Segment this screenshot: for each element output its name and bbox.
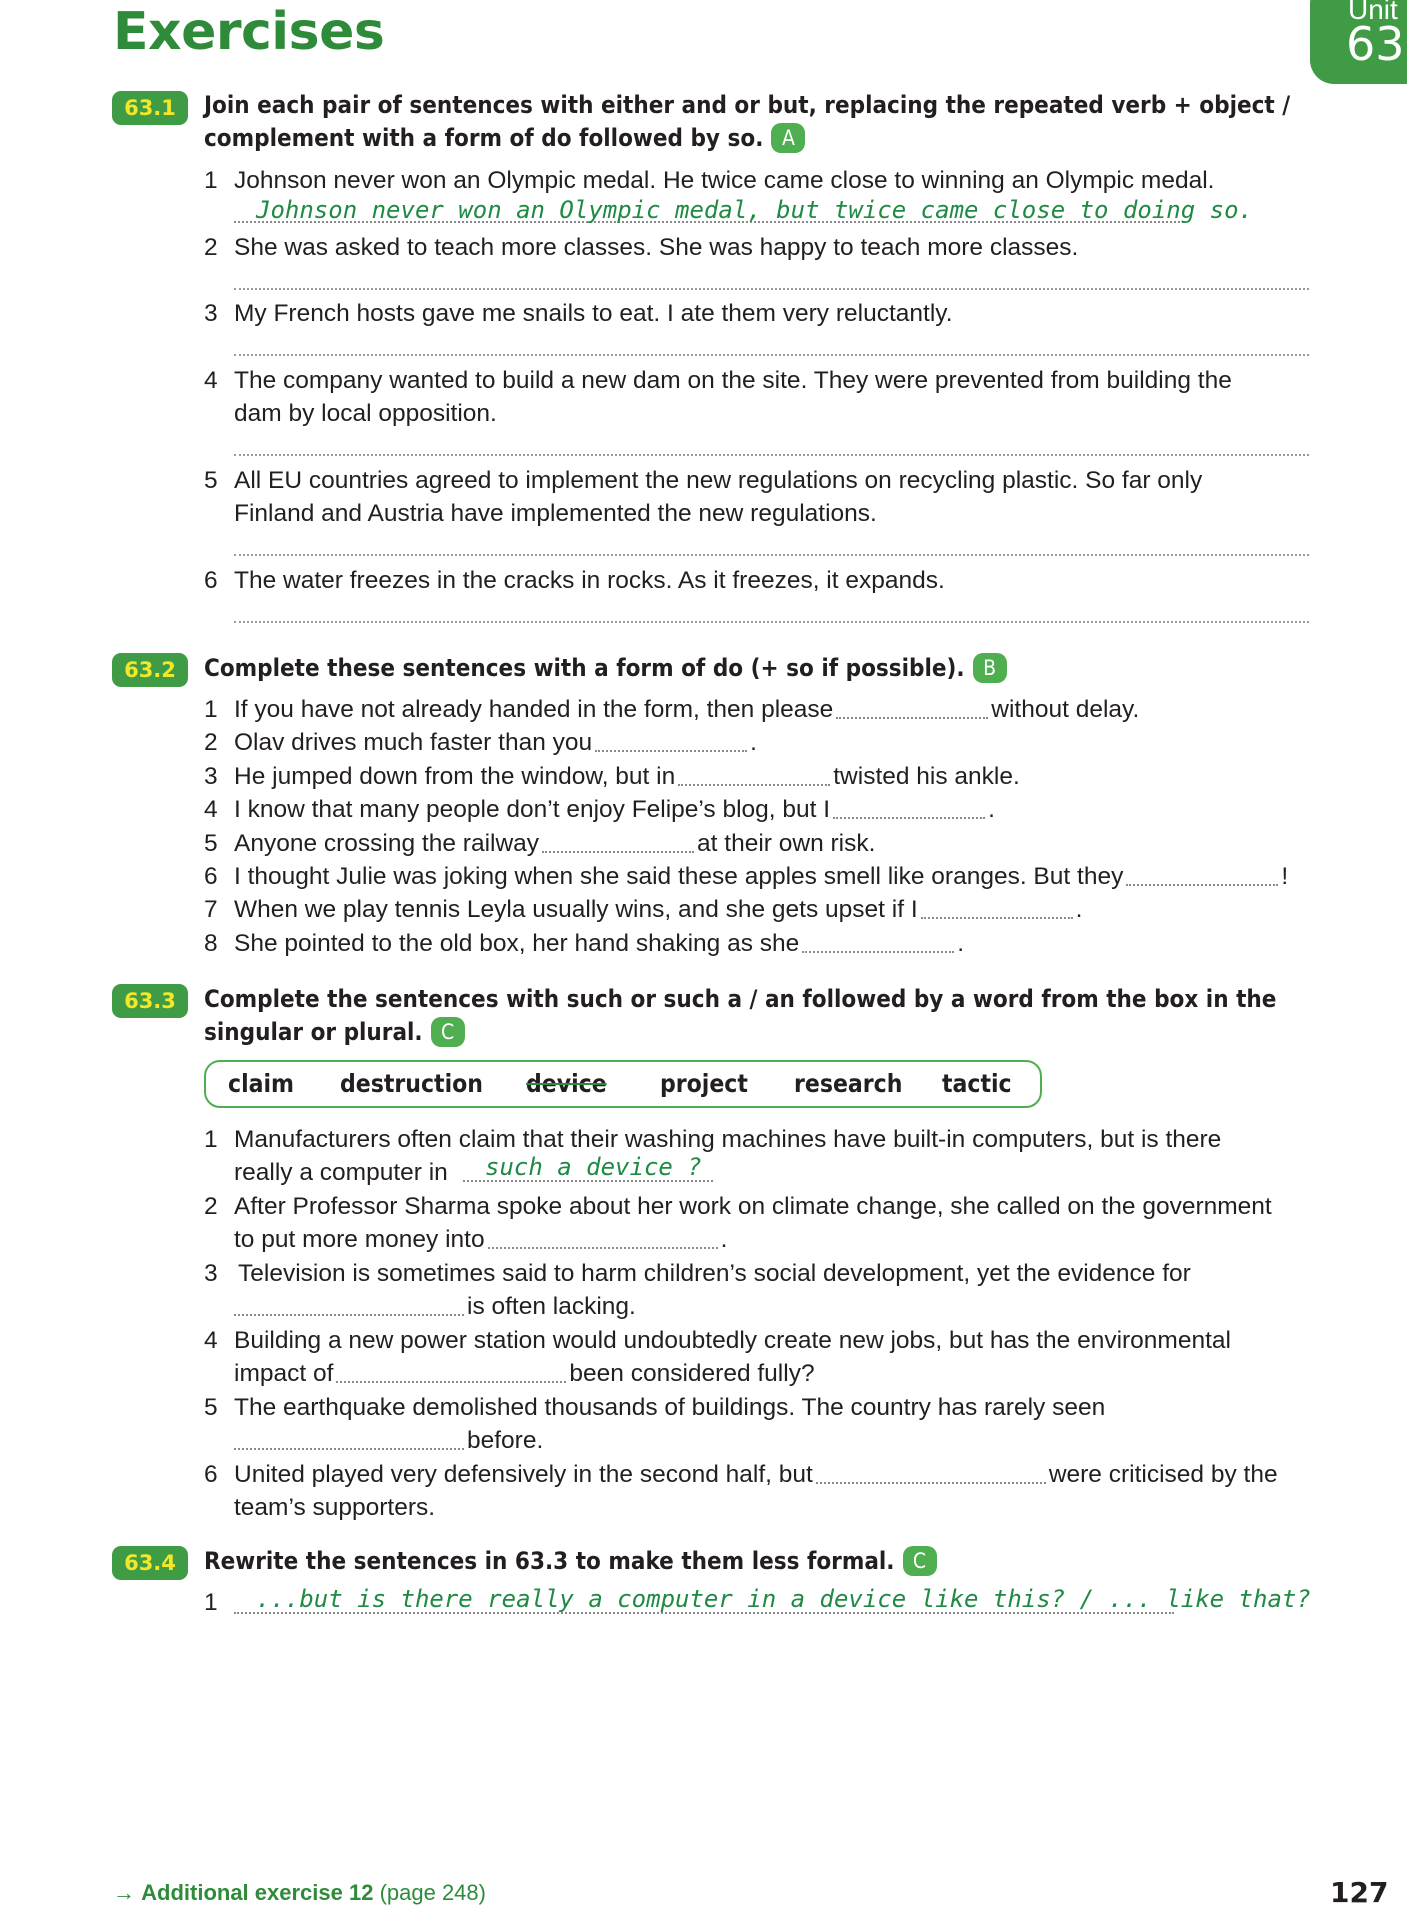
sentence-end: twisted his ankle. xyxy=(833,763,1020,790)
sentence-end: without delay. xyxy=(991,696,1140,723)
instruction-text: singular or plural. xyxy=(204,1018,423,1046)
blank[interactable] xyxy=(542,833,694,853)
item-number: 1 xyxy=(204,1126,218,1153)
page-number: 127 xyxy=(1330,1876,1389,1909)
handwritten-answer: Johnson never won an Olympic medal, but twice came close to doing so. xyxy=(256,196,1253,224)
blank[interactable] xyxy=(833,799,985,819)
blank[interactable] xyxy=(816,1464,1046,1484)
exercise-instruction-63-2 xyxy=(204,652,1304,685)
blank[interactable] xyxy=(1126,866,1278,886)
instruction-text: Rewrite the sentences in 63.3 to make them less formal. xyxy=(204,1547,895,1575)
blank[interactable] xyxy=(234,1296,464,1316)
sentence-start: He jumped down from the window, but in xyxy=(234,763,676,790)
answer-line[interactable] xyxy=(234,554,1309,556)
additional-exercise-title: Additional exercise 12 xyxy=(141,1880,374,1905)
sentence-end: is often lacking. xyxy=(467,1293,636,1320)
item-number: 6 xyxy=(204,1461,218,1488)
sentence-end: . xyxy=(720,1226,728,1253)
answer-line[interactable] xyxy=(234,621,1309,623)
sentence-start: She pointed to the old box, her hand shaking as she xyxy=(234,930,800,957)
exercise-sentence xyxy=(234,1459,1278,1491)
blank[interactable] xyxy=(234,1430,464,1450)
exercise-sentence-continued: dam by local opposition. xyxy=(234,400,497,427)
instruction-keyword: such xyxy=(566,985,624,1013)
instruction-text: . xyxy=(755,124,764,152)
instruction-keyword: and xyxy=(681,91,727,119)
unit-label: Unit xyxy=(1348,0,1398,25)
exercise-sentence: Building a new power station would undoubtedly create new jobs, but has the environmental xyxy=(234,1327,1231,1354)
item-number: 2 xyxy=(204,234,218,261)
item-number: 3 xyxy=(204,1260,218,1287)
instruction-keyword: do xyxy=(712,654,744,682)
item-number: 3 xyxy=(204,300,218,327)
exercise-sentence xyxy=(234,928,964,960)
answer-line[interactable] xyxy=(234,288,1309,290)
exercise-sentence xyxy=(234,861,1288,893)
word-box xyxy=(204,1060,1042,1108)
word-box-item: claim xyxy=(228,1069,294,1098)
sentence-start: United played very defensively in the second half, but xyxy=(234,1461,813,1488)
exercise-sentence-continued xyxy=(234,1224,727,1256)
word-box-item: research xyxy=(794,1069,903,1098)
section-reference-badge: B xyxy=(973,653,1007,683)
sentence-start: I know that many people don’t enjoy Felipe’s blog, but I xyxy=(234,796,831,823)
item-number: 1 xyxy=(204,1589,218,1616)
instruction-keyword: do xyxy=(541,124,572,152)
exercise-sentence xyxy=(234,727,757,759)
sentence-start: Anyone crossing the railway xyxy=(234,830,540,857)
sentence-end: at their own risk. xyxy=(697,830,876,857)
sentence-start: When we play tennis Leyla usually wins, and she gets upset if I xyxy=(234,896,918,923)
section-reference-badge: C xyxy=(431,1017,465,1047)
instruction-keyword: such a / an xyxy=(663,985,795,1013)
page-title: Exercises xyxy=(113,2,385,62)
answer-line[interactable] xyxy=(234,354,1309,356)
exercise-sentence: Manufacturers often claim that their washing machines have built-in computers, but is there xyxy=(234,1126,1222,1153)
instruction-text: (+ xyxy=(743,654,787,682)
item-number: 8 xyxy=(204,930,218,957)
instruction-keyword: so xyxy=(727,124,756,152)
exercise-sentence: Johnson never won an Olympic medal. He twice came close to winning an Olympic medal. xyxy=(234,167,1215,194)
sentence-start: If you have not already handed in the form, then please xyxy=(234,696,834,723)
exercise-sentence: All EU countries agreed to implement the new regulations on recycling plastic. So far only xyxy=(234,467,1203,494)
instruction-text: Complete the sentences with xyxy=(204,985,567,1013)
additional-exercise-link[interactable] xyxy=(113,1880,486,1906)
section-reference-badge: A xyxy=(771,123,805,153)
blank[interactable] xyxy=(921,899,1073,919)
sentence-end: ! xyxy=(1281,863,1289,890)
sentence-end: were criticised by the xyxy=(1048,1461,1278,1488)
exercise-badge-63-3: 63.3 xyxy=(112,984,188,1018)
instruction-text: or xyxy=(623,985,664,1013)
exercise-instruction-63-4 xyxy=(204,1545,1304,1578)
exercise-sentence: Television is sometimes said to harm children’s social development, yet the evidence for xyxy=(238,1260,1191,1287)
sentence-start: I thought Julie was joking when she said these apples smell like oranges. But they xyxy=(234,863,1124,890)
exercise-sentence xyxy=(234,761,1020,793)
sentence-end: before. xyxy=(467,1427,544,1454)
exercise-sentence: The water freezes in the cracks in rocks. As it freezes, it expands. xyxy=(234,567,945,594)
sentence-start: Olav drives much faster than you xyxy=(234,729,593,756)
blank[interactable] xyxy=(836,699,988,719)
sentence-start: to put more money into xyxy=(234,1226,485,1253)
item-number: 5 xyxy=(204,467,218,494)
blank[interactable] xyxy=(678,766,830,786)
handwritten-answer: such a device ? xyxy=(485,1153,702,1181)
item-number: 1 xyxy=(204,167,218,194)
unit-tab xyxy=(1310,0,1407,84)
exercise-badge-63-1: 63.1 xyxy=(112,91,188,125)
blank[interactable] xyxy=(488,1229,718,1249)
instruction-keyword: so xyxy=(786,654,814,682)
item-number: 7 xyxy=(204,896,218,923)
item-number: 5 xyxy=(204,1394,218,1421)
exercise-sentence-continued xyxy=(231,1425,543,1457)
exercise-instruction-63-1 xyxy=(204,89,1304,155)
exercise-sentence: The company wanted to build a new dam on the site. They were prevented from building the xyxy=(234,367,1232,394)
sentence-end: . xyxy=(988,796,995,823)
instruction-text: or xyxy=(726,91,768,119)
handwritten-answer: ...but is there really a computer in a device like this? / ... like that? xyxy=(256,1585,1311,1613)
item-number: 6 xyxy=(204,567,218,594)
instruction-text: complement with a form of xyxy=(204,124,542,152)
word-box-item: tactic xyxy=(942,1069,1012,1098)
exercise-badge-63-2: 63.2 xyxy=(112,653,188,687)
instruction-text: followed by a word from the box in the xyxy=(794,985,1277,1013)
exercise-sentence: The earthquake demolished thousands of buildings. The country has rarely seen xyxy=(234,1394,1106,1421)
item-number: 1 xyxy=(204,696,218,723)
word-box-item: project xyxy=(660,1069,748,1098)
item-number: 5 xyxy=(204,830,218,857)
blank[interactable] xyxy=(595,732,747,752)
exercise-sentence-continued: team’s supporters. xyxy=(234,1494,436,1521)
item-number: 2 xyxy=(204,1193,218,1220)
sentence-end: . xyxy=(1075,896,1083,923)
exercise-sentence: After Professor Sharma spoke about her work on climate change, she called on the government xyxy=(234,1193,1272,1220)
blank[interactable] xyxy=(336,1363,566,1383)
exercise-sentence xyxy=(234,794,995,826)
sentence-end: been considered fully? xyxy=(569,1360,815,1387)
exercise-sentence xyxy=(234,828,875,860)
item-number: 4 xyxy=(204,796,218,823)
exercise-sentence-continued: really a computer in xyxy=(234,1159,448,1186)
instruction-keyword: but xyxy=(767,91,809,119)
exercise-sentence-continued: Finland and Austria have implemented the new regulations. xyxy=(234,500,877,527)
section-reference-badge: C xyxy=(903,1546,937,1576)
exercise-badge-63-4: 63.4 xyxy=(112,1546,188,1580)
item-number: 3 xyxy=(204,763,218,790)
exercise-sentence: My French hosts gave me snails to eat. I ate them very reluctantly. xyxy=(234,300,953,327)
instruction-text: , replacing the repeated verb + object / xyxy=(808,91,1291,119)
unit-number: 63 xyxy=(1346,17,1405,71)
instruction-text: Complete these sentences with a form of xyxy=(204,654,713,682)
sentence-end: . xyxy=(750,729,757,756)
exercise-sentence: She was asked to teach more classes. She was happy to teach more classes. xyxy=(234,234,1079,261)
instruction-text: followed by xyxy=(571,124,728,152)
item-number: 4 xyxy=(204,1327,218,1354)
instruction-text: Join each pair of sentences with either xyxy=(204,91,682,119)
exercise-sentence xyxy=(234,694,1139,726)
additional-exercise-page: (page 248) xyxy=(373,1880,486,1905)
exercise-sentence-continued xyxy=(234,1358,815,1390)
exercise-sentence xyxy=(234,894,1082,926)
exercise-instruction-63-3 xyxy=(204,983,1304,1049)
item-number: 6 xyxy=(204,863,218,890)
item-number: 2 xyxy=(204,729,218,756)
word-box-item: destruction xyxy=(340,1069,483,1098)
exercise-sentence-continued xyxy=(231,1291,636,1323)
sentence-end: . xyxy=(957,930,965,957)
sentence-start: impact of xyxy=(234,1360,334,1387)
word-box-item-used: device xyxy=(526,1069,607,1098)
instruction-text: if possible). xyxy=(813,654,965,682)
item-number: 4 xyxy=(204,367,218,394)
blank[interactable] xyxy=(802,933,954,953)
answer-line[interactable] xyxy=(234,454,1309,456)
arrow-icon: → xyxy=(113,1880,135,1905)
